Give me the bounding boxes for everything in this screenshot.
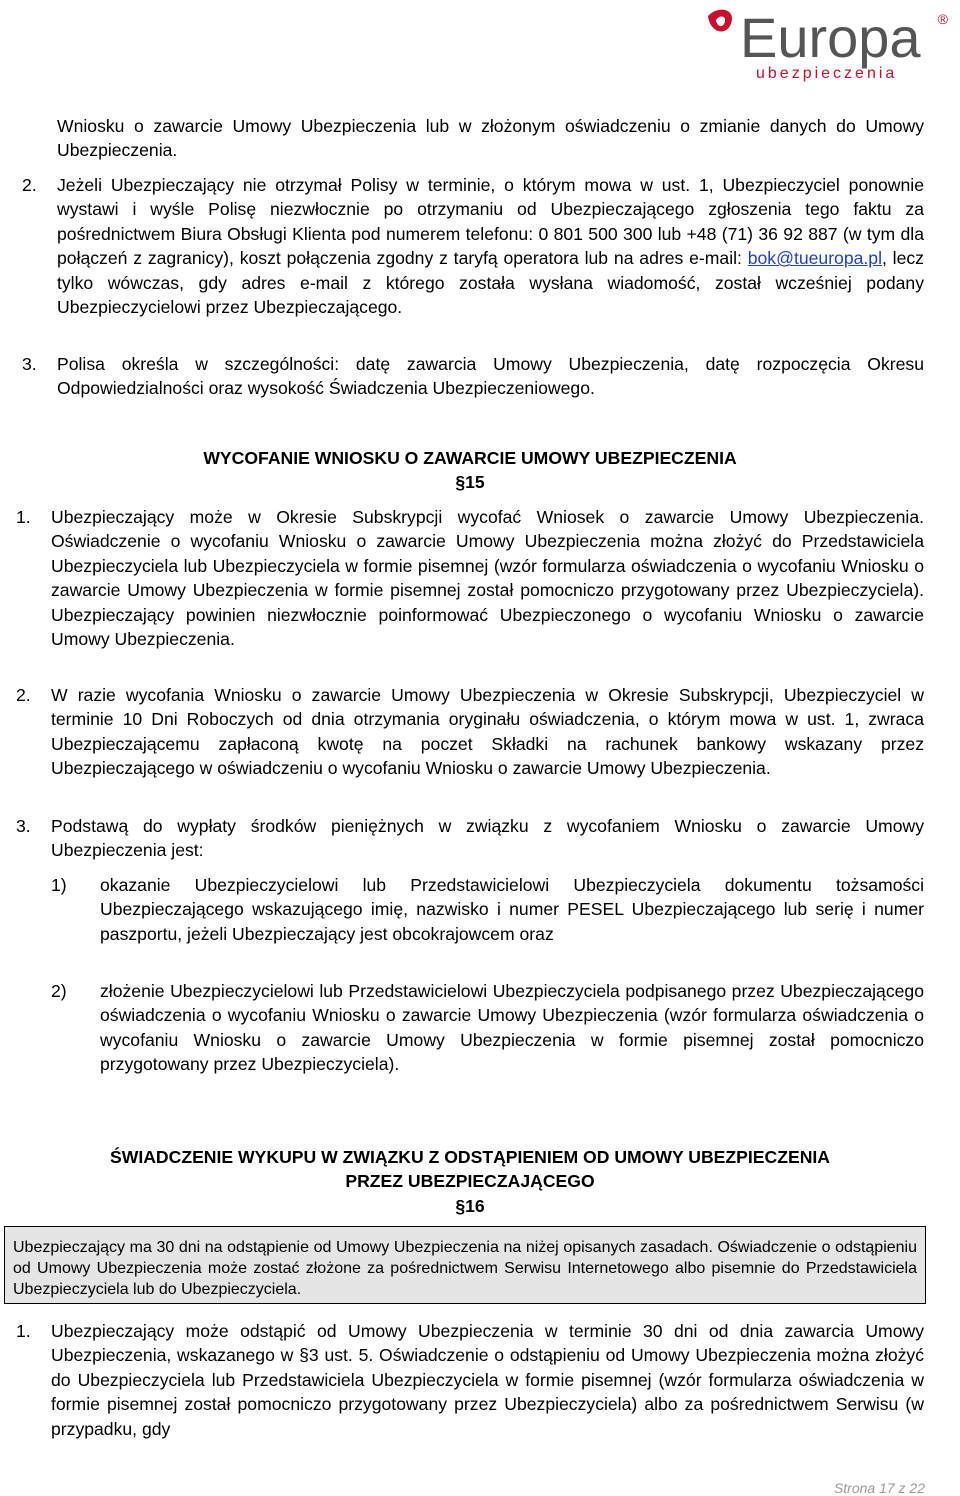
list-item	[22, 173, 924, 319]
list-item	[16, 1319, 924, 1441]
section-heading-line2: PRZEZ UBEZPIECZAJĄCEGO	[345, 1171, 595, 1191]
registered-mark-icon: ®	[937, 11, 948, 27]
continued-paragraph: Wniosku o zawarcie Umowy Ubezpieczenia lub w złożonym oświadczeniu o zmianie danych do Umowy Ubezpieczenia.	[57, 116, 924, 161]
list-item	[16, 814, 924, 863]
email-link[interactable]: bok@tueuropa.pl	[747, 248, 882, 269]
sub-list-item	[51, 979, 924, 1077]
item-number: 1.	[16, 507, 31, 527]
item-text: Jeżeli Ubezpieczający nie otrzymał Polisy w terminie, o którym mowa w ust. 1, Ubezpieczyciel ponownie wystawi i wyśle Polisę niezwłocznie po otrzymaniu od Ubezpieczającego zgłoszenia tego faktu za pośrednictwem Biura Obsługi Klienta pod numerem telefonu: 0 801 500 300 lub +48 (71) 36 92 887 (w tym dla połączeń z zagranicy), koszt połączenia zgodny z taryfą operatora lub na adres e-mail: bok@tueuropa.pl, lecz tylko wówczas, gdy adres e-mail z którego została wysłana wiadomość, został wcześniej podany Ubezpieczycielowi przez Ubezpieczającego.	[57, 175, 924, 318]
sub-item-number: 1)	[51, 875, 67, 895]
item-number: 3.	[22, 354, 37, 374]
europa-logo	[690, 2, 956, 82]
sub-item-number: 2)	[51, 981, 67, 1001]
item-text: Ubezpieczający może odstąpić od Umowy Ubezpieczenia w terminie 30 dni od dnia zawarcia Umowy Ubezpieczenia, wskazanego w §3 ust. 5. Oświadczenie o odstąpieniu od Umowy Ubezpieczenia można złożyć do Ubezpieczyciela lub Przedstawiciela Ubezpieczyciela w formie pisemnej (wzór formularza oświadczenia w formie pisemnej został pomocniczo przygotowany przez Ubezpieczyciela) albo za pośrednictwem Serwisu (w przypadku, gdy	[51, 1321, 924, 1439]
paragraph-number: §16	[455, 1196, 485, 1216]
section-heading: ŚWIADCZENIE WYKUPU W ZWIĄZKU Z ODSTĄPIENIEM OD UMOWY UBEZPIECZENIA	[109, 1147, 831, 1167]
item-text: Polisa określa w szczególności: datę zawarcia Umowy Ubezpieczenia, datę rozpoczęcia Okresu Odpowiedzialności oraz wysokość Świadczenia Ubezpieczeniowego.	[57, 354, 924, 399]
item-number: 2.	[16, 685, 31, 705]
logo-brand: Europa	[740, 6, 921, 69]
paragraph-number: §15	[455, 472, 485, 492]
logo-mark-icon	[708, 10, 732, 32]
list-item	[16, 505, 924, 651]
sub-item-text: złożenie Ubezpieczycielowi lub Przedstawicielowi Ubezpieczyciela podpisanego przez Ubezpieczającego oświadczenia o wycofaniu Wniosku o zawarcie Umowy Ubezpieczenia (wzór formularza oświadczenia o wycofaniu Wniosku o zawarcie Umowy Ubezpieczenia w formie pisemnej został pomocniczo przygotowany przez Ubezpieczyciela).	[100, 981, 924, 1075]
item-number: 2.	[22, 175, 37, 195]
item-text: W razie wycofania Wniosku o zawarcie Umowy Ubezpieczenia w Okresie Subskrypcji, Ubezpieczyciel w terminie 10 Dni Roboczych od dnia otrzymania oryginału oświadczenia, o którym mowa w ust. 1, zwraca Ubezpieczającemu zapłaconą kwotę na poczet Składki na rachunek bankowy wskazany przez Ubezpieczającego w oświadczeniu o wycofaniu Wniosku o zawarcie Umowy Ubezpieczenia.	[51, 685, 924, 779]
item-number: 1.	[16, 1321, 31, 1341]
page-number: Strona 17 z 22	[833, 1480, 925, 1496]
logo-sub: ubezpieczenia	[756, 65, 898, 82]
item-number: 3.	[16, 816, 31, 836]
list-item	[22, 352, 924, 401]
item-text: Ubezpieczający może w Okresie Subskrypcji wycofać Wniosek o zawarcie Umowy Ubezpieczenia. Oświadczenie o wycofaniu Wniosku o zawarcie Umowy Ubezpieczenia można złożyć do Przedstawiciela Ubezpieczyciela lub Ubezpieczyciela w formie pisemnej (wzór formularza oświadczenia o wycofaniu Wniosku o zawarcie Umowy Ubezpieczenia w formie pisemnej został pomocniczo przygotowany przez Ubezpieczyciela). Ubezpieczający powinien niezwłocznie poinformować Ubezpieczonego o wycofaniu Wniosku o zawarcie Umowy Ubezpieczenia.	[51, 507, 924, 650]
list-item	[16, 683, 924, 781]
sub-list-item	[51, 873, 924, 946]
info-box: Ubezpieczający ma 30 dni na odstąpienie od Umowy Ubezpieczenia na niżej opisanych zasadach. Oświadczenie o odstąpieniu od Umowy Ubezpieczenia może zostać złożone za pośrednictwem Serwisu Internetowego albo pisemnie do Przedstawiciela Ubezpieczyciela lub do Ubezpieczyciela.	[4, 1226, 926, 1304]
sub-item-text: okazanie Ubezpieczycielowi lub Przedstawicielowi Ubezpieczyciela dokumentu tożsamości Ubezpieczającego wskazującego imię, nazwisko i numer PESEL Ubezpieczającego lub serię i numer paszportu, jeżeli Ubezpieczający jest obcokrajowcem oraz	[100, 875, 924, 944]
section-heading: WYCOFANIE WNIOSKU O ZAWARCIE UMOWY UBEZPIECZENIA	[203, 448, 737, 468]
item-text: Podstawą do wypłaty środków pieniężnych w związku z wycofaniem Wniosku o zawarcie Umowy Ubezpieczenia jest:	[51, 816, 924, 861]
